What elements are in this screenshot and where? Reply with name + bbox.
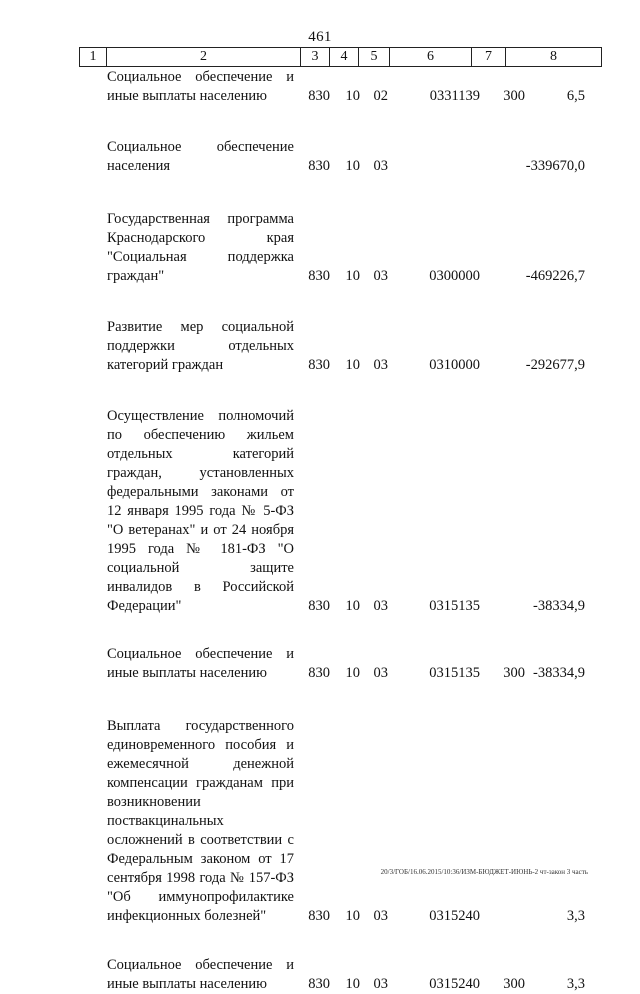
page-number: 461 xyxy=(308,29,332,45)
row-expense-type: 300 xyxy=(503,665,525,681)
row-section-code: 10 xyxy=(345,357,360,373)
column-header-3: 3 xyxy=(301,48,330,66)
document-footer: 20/3/ГОБ/16.06.2015/10:36/ИЗМ-БЮДЖЕТ-ИЮНЬ-2 чт-закон 3 часть xyxy=(380,868,588,876)
row-subsection-code: 03 xyxy=(373,908,388,924)
row-description: Государственная программа Краснодарского края "Социальная поддержка граждан" xyxy=(107,211,294,284)
column-header-5: 5 xyxy=(359,48,390,66)
row-ministry-code: 830 xyxy=(308,598,330,614)
row-section-code: 10 xyxy=(345,665,360,681)
row-target-code: 0315135 xyxy=(429,665,480,681)
row-expense-type: 300 xyxy=(503,88,525,104)
column-header-1: 1 xyxy=(80,48,107,66)
budget-table xyxy=(0,68,640,994)
column-header-2: 2 xyxy=(107,48,301,66)
row-section-code: 10 xyxy=(345,158,360,174)
row-section-code: 10 xyxy=(345,908,360,924)
row-subsection-code: 03 xyxy=(373,158,388,174)
row-target-code: 0310000 xyxy=(429,357,480,373)
row-section-code: 10 xyxy=(345,268,360,284)
row-target-code: 0331139 xyxy=(429,88,480,104)
row-subsection-code: 03 xyxy=(373,598,388,614)
table-row xyxy=(0,717,640,926)
row-amount: -469226,7 xyxy=(525,268,585,284)
row-target-code: 0300000 xyxy=(429,268,480,284)
row-amount: 3,3 xyxy=(566,976,585,992)
row-subsection-code: 02 xyxy=(373,88,388,104)
row-section-code: 10 xyxy=(345,598,360,614)
row-amount: -38334,9 xyxy=(533,598,585,614)
row-ministry-code: 830 xyxy=(308,88,330,104)
row-ministry-code: 830 xyxy=(308,268,330,284)
row-description: Социальное обеспечение и иные выплаты населению xyxy=(107,646,294,681)
row-description: Осуществление полномочий по обеспечению жильем отдельных категорий граждан, установленных федеральными законами от 12 января 1995 года № 5-ФЗ "О ветеранах" и от 24 ноября 1995 года № 181-ФЗ "О социальной защите инвалидов в Российской Федерации" xyxy=(107,408,294,614)
row-section-code: 10 xyxy=(345,976,360,992)
table-row xyxy=(0,68,640,106)
row-ministry-code: 830 xyxy=(308,908,330,924)
row-description: Выплата государственного единовременного пособия и ежемесячной денежной компенсации гражданам при возникновении поствакцинальных осложнений в соответствии с Федеральным законом от 17 сентября 1998 года № 157-ФЗ "Об иммунопрофилактике инфекционных болезней" xyxy=(107,718,294,924)
row-description: Социальное обеспечение и иные выплаты населению xyxy=(107,957,294,992)
row-target-code: 0315240 xyxy=(429,976,480,992)
row-subsection-code: 03 xyxy=(373,665,388,681)
row-subsection-code: 03 xyxy=(373,976,388,992)
row-amount: 3,3 xyxy=(566,908,585,924)
row-ministry-code: 830 xyxy=(308,976,330,992)
row-subsection-code: 03 xyxy=(373,268,388,284)
column-header-4: 4 xyxy=(330,48,359,66)
row-target-code: 0315240 xyxy=(429,908,480,924)
column-header-8: 8 xyxy=(550,49,557,64)
row-description: Социальное обеспечение и иные выплаты населению xyxy=(107,69,294,104)
table-column-header xyxy=(79,47,602,67)
row-description: Социальное обеспечение населения xyxy=(107,139,294,174)
row-section-code: 10 xyxy=(345,88,360,104)
row-amount: -38334,9 xyxy=(533,665,585,681)
table-row xyxy=(0,645,640,683)
row-ministry-code: 830 xyxy=(308,357,330,373)
row-target-code: 0315135 xyxy=(429,598,480,614)
row-description: Развитие мер социальной поддержки отдельных категорий граждан xyxy=(107,319,294,373)
row-expense-type: 300 xyxy=(503,976,525,992)
row-ministry-code: 830 xyxy=(308,665,330,681)
table-row xyxy=(0,318,640,375)
row-amount: -339670,0 xyxy=(525,158,585,174)
row-amount: -292677,9 xyxy=(525,357,585,373)
row-ministry-code: 830 xyxy=(308,158,330,174)
table-row xyxy=(0,210,640,286)
column-header-7: 7 xyxy=(472,48,506,66)
row-subsection-code: 03 xyxy=(373,357,388,373)
table-row xyxy=(0,956,640,994)
column-header-6: 6 xyxy=(390,48,472,66)
table-row xyxy=(0,407,640,616)
table-row xyxy=(0,138,640,176)
row-amount: 6,5 xyxy=(566,88,585,104)
